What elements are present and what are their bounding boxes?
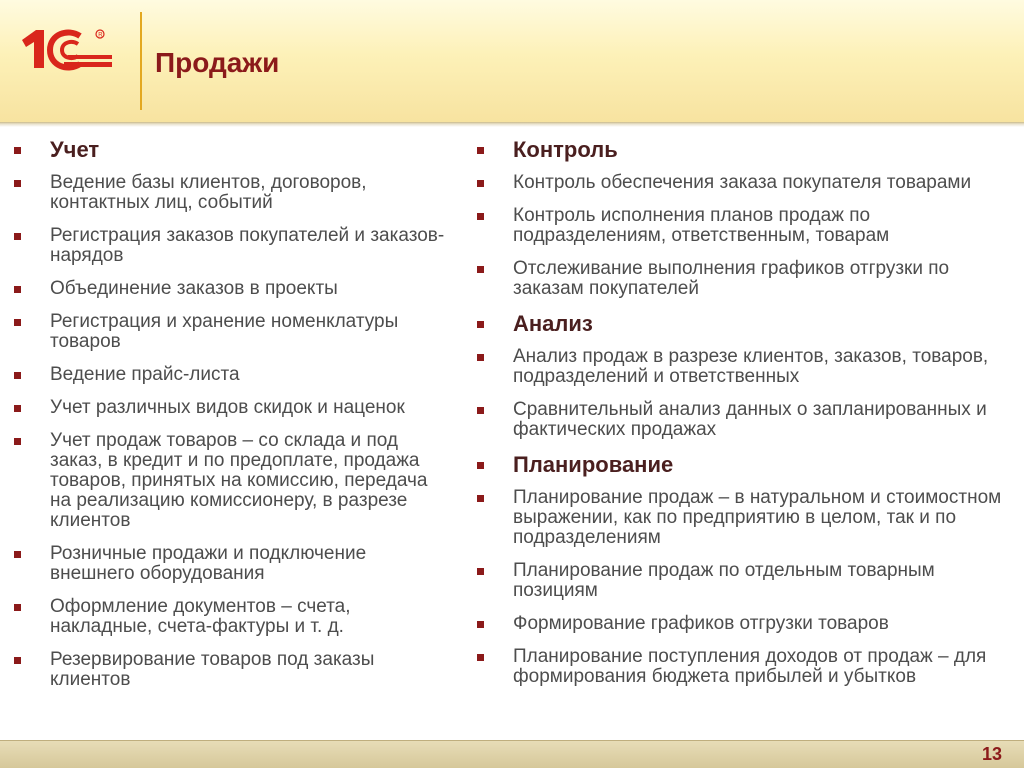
bullet-icon [14, 438, 21, 445]
right-column [475, 138, 1015, 700]
footer-band [0, 740, 1024, 768]
list-item: Учет различных видов скидок и наценок [12, 398, 452, 418]
bullet-icon [14, 604, 21, 611]
bullet-icon [14, 233, 21, 240]
list-item: Планирование продаж – в натуральном и стоимостном выражении, как по предприятию в целом, так и по подразделениям [475, 488, 1015, 548]
footer-divider [0, 740, 1024, 741]
bullet-icon [477, 654, 484, 661]
bullet-icon [477, 495, 484, 502]
bullet-icon [14, 147, 21, 154]
list-item: Контроль исполнения планов продаж по подразделениям, ответственным, товарам [475, 206, 1015, 246]
list-item: Регистрация заказов покупателей и заказов-нарядов [12, 226, 452, 266]
page-title: Продажи [155, 47, 280, 78]
bullet-icon [477, 180, 484, 187]
bullet-icon [477, 621, 484, 628]
list-item: Ведение базы клиентов, договоров, контактных лиц, событий [12, 173, 452, 213]
1c-logo [18, 22, 118, 76]
list-item: Формирование графиков отгрузки товаров [475, 614, 1015, 634]
section-heading-accounting: Учет [12, 138, 452, 162]
list-item: Отслеживание выполнения графиков отгрузки по заказам покупателей [475, 259, 1015, 299]
list-item: Розничные продажи и подключение внешнего оборудования [12, 544, 452, 584]
bullet-icon [477, 213, 484, 220]
list-item: Учет продаж товаров – со склада и под заказ, в кредит и по предоплате, продажа товаров, принятых на комиссию, передача на реализацию комиссионеру, в разрезе клиентов [12, 431, 452, 531]
list-item: Регистрация и хранение номенклатуры товаров [12, 312, 452, 352]
bullet-icon [14, 180, 21, 187]
bullet-icon [477, 354, 484, 361]
left-column [12, 138, 452, 703]
bullet-icon [14, 657, 21, 664]
list-item: Оформление документов – счета, накладные, счета-фактуры и т. д. [12, 597, 452, 637]
list-item: Ведение прайс-листа [12, 365, 452, 385]
section-heading-planning: Планирование [475, 453, 1015, 477]
header-band [0, 0, 1024, 122]
page-number: 13 [981, 744, 1002, 764]
bullet-icon [477, 407, 484, 414]
list-item: Планирование поступления доходов от продаж – для формирования бюджета прибылей и убытков [475, 647, 1015, 687]
list-item: Анализ продаж в разрезе клиентов, заказов, товаров, подразделений и ответственных [475, 347, 1015, 387]
list-item: Контроль обеспечения заказа покупателя товарами [475, 173, 1015, 193]
bullet-icon [14, 319, 21, 326]
list-item: Резервирование товаров под заказы клиентов [12, 650, 452, 690]
bullet-icon [477, 568, 484, 575]
section-heading-control: Контроль [475, 138, 1015, 162]
header-shadow [0, 122, 1024, 127]
list-item: Сравнительный анализ данных о запланированных и фактических продажах [475, 400, 1015, 440]
bullet-icon [477, 147, 484, 154]
bullet-icon [14, 405, 21, 412]
list-item: Объединение заказов в проекты [12, 279, 452, 299]
bullet-icon [14, 372, 21, 379]
bullet-icon [14, 286, 21, 293]
bullet-icon [14, 551, 21, 558]
section-heading-analysis: Анализ [475, 312, 1015, 336]
svg-text:R: R [98, 32, 103, 39]
bullet-icon [477, 462, 484, 469]
bullet-icon [477, 266, 484, 273]
list-item: Планирование продаж по отдельным товарным позициям [475, 561, 1015, 601]
bullet-icon [477, 321, 484, 328]
header-divider [140, 12, 142, 110]
